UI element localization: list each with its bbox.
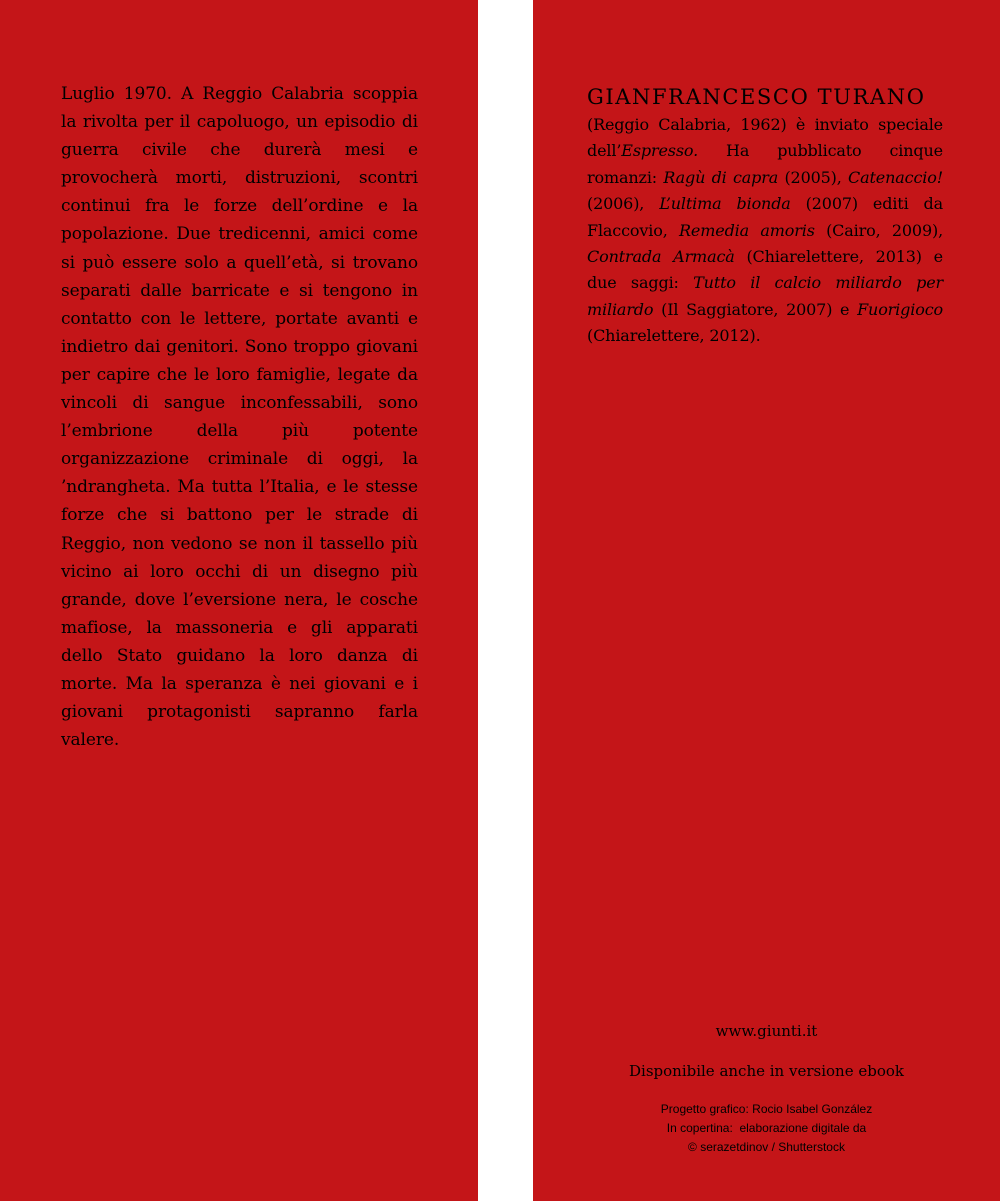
design-credits [533,1100,1000,1157]
credit-line: In copertina: elaborazione digitale da [666,1121,867,1135]
bio-text-run: (Cairo, 2009), [814,220,944,240]
bio-title-run: Remedia amoris [679,220,815,240]
credit-line: © serazetdinov / Shutterstock [688,1140,845,1154]
bio-text-run: (2006), [587,194,660,214]
bio-title-run: Tutto il calcio miliardo per miliardo [587,273,944,319]
bio-text-run: (Chiarelettere, 2013) e due saggi: [587,247,943,293]
bio-text-run: (2005), [778,167,849,187]
bio-text-run: (Reggio Calabria, 1962) è inviato speciale dell’ [587,115,943,161]
bio-title-run: Catenaccio! [848,167,943,187]
bio-text-run: Ha pubblicato cinque romanzi: [587,141,943,187]
ebook-note: Disponibile anche in versione ebook [629,1062,904,1080]
bio-title-run: L’ultima bionda [659,194,791,214]
book-blurb: Luglio 1970. A Reggio Calabria scoppia la rivolta per il capoluogo, un episodio di guerra civile che durerà mesi e provocherà morti, distruzioni, scontri continui fra le forze dell’ordine e la popolazione. Due tredicenni, amici come si può essere solo a quell’età, si trovano separati dalle barricate e si tengono in contatto con le lettere, portate avanti e indietro dai genitori. Sono troppo giovani per capire che le loro famiglie, legate da vincoli di sangue inconfessabili, sono l’embrione della più potente organizzazione criminale di oggi, la ’ndrangheta. Ma tutta l’Italia, e le stesse forze che si battono per le strade di Reggio, non vedono se non il tassello più vicino ai loro occhi di un disegno più grande, dove l’eversione nera, le cosche mafiose, la massoneria e gli apparati dello Stato guidano la loro danza di morte. Ma la speranza è nei giovani e i giovani protagonisti sapranno farla valere. [61,84,418,751]
bio-text-run: (Chiarelettere, 2012). [587,326,761,346]
bio-title-run: Ragù di capra [663,167,779,187]
bio-text-run: (Il Saggiatore, 2007) e [653,299,858,319]
bio-title-run: Contrada Armacà [587,247,735,267]
author-name: GIANFRANCESCO TURANO [587,85,926,109]
publisher-website: www.giunti.it [715,1022,818,1040]
bio-text-run: (2007) editi da Flaccovio, [587,194,943,240]
author-bio [587,112,943,350]
credit-line: Progetto grafico: Rocio Isabel González [660,1102,873,1116]
bio-title-run: Fuorigioco [857,299,943,319]
bio-title-run: Espresso. [621,141,699,161]
